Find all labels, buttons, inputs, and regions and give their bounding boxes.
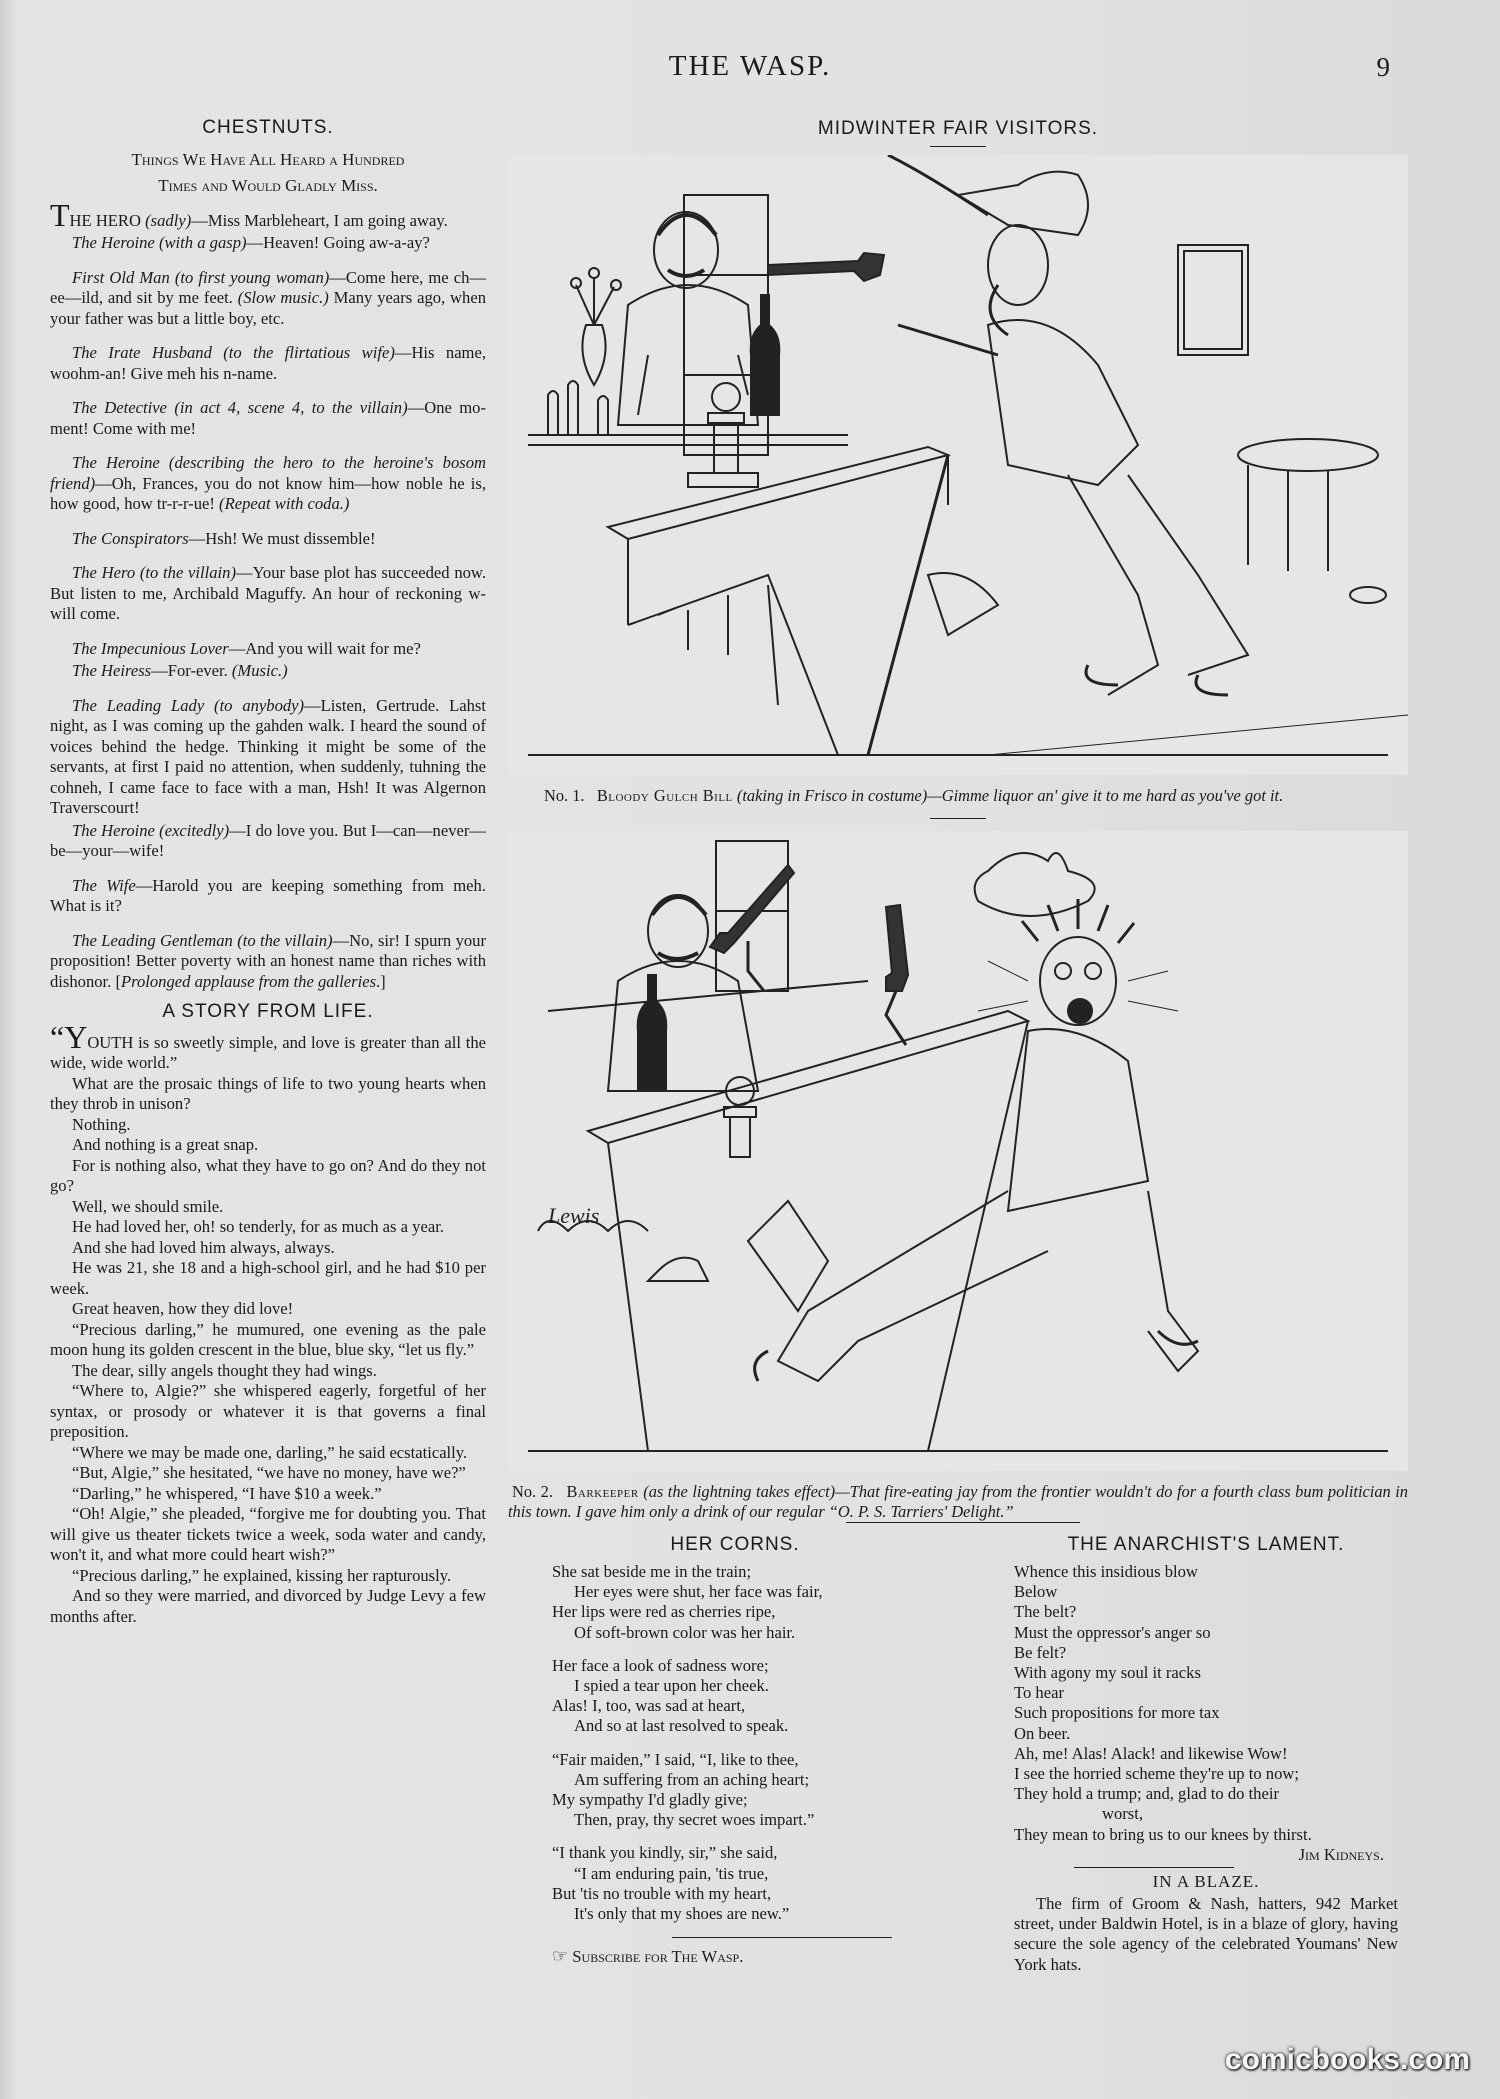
story-paragraph: For is nothing also, what they have to go on? And do they not go? bbox=[50, 1155, 486, 1195]
her-corns-poem bbox=[552, 1562, 918, 1967]
caption-2: No. 2. Barkeeper (as the lightning takes effect)—That fire-eating jay from the frontier wouldn't do for a fourth class bum politician in this town. I gave him only a drink of our regular “O. P. S. Tarriers' Delight.” bbox=[508, 1482, 1408, 1521]
chestnut-entry: The Heroine (describing the hero to the heroine's bosom friend)—Oh, Frances, you do not know him—how noble he is, how good, how tr-r-r-ue! (Repeat with coda.) bbox=[50, 453, 486, 513]
anarchist-column bbox=[1014, 1534, 1398, 1975]
story-paragraph: Well, we should smile. bbox=[72, 1196, 224, 1216]
section-rule bbox=[846, 1522, 1080, 1523]
chestnut-entry: First Old Man (to first young woman)—Come here, me ch—ee—ild, and sit by me feet. (Slow music.) Many years ago, when your father was but a little boy, etc. bbox=[50, 267, 487, 328]
left-column bbox=[50, 118, 486, 1627]
story-paragraph: “Precious darling,” he explained, kissing her rapturously. bbox=[72, 1565, 452, 1585]
story-paragraph: “Darling,” he whispered, “I have $10 a week.” bbox=[72, 1483, 382, 1503]
story-body bbox=[50, 1018, 486, 1628]
chestnut-entry: The Heroine (with a gasp)—Heaven! Going aw-a-ay? bbox=[72, 233, 430, 252]
subscribe-notice: ☞ Subscribe for The Wasp. bbox=[552, 1946, 744, 1967]
chestnuts-title: CHESTNUTS. bbox=[202, 117, 334, 138]
her-corns-column bbox=[552, 1534, 918, 1967]
poem-stanza: Her face a look of sadness wore; I spied a tear upon her cheek. Alas! I, too, was sad at heart, And so at last resolved to speak. bbox=[552, 1655, 789, 1736]
chestnut-entry: The Conspirators—Hsh! We must dissemble! bbox=[72, 528, 376, 548]
page-number: 9 bbox=[1376, 52, 1390, 82]
chestnut-entry: The Hero (to the villain)—Your base plot has succeeded now. But listen to me, Archibald Maguffy. An hour of reckoning w-will come. bbox=[50, 563, 486, 623]
chestnut-entry: The Detective (in act 4, scene 4, to the villain)—One mo-ment! Come with me! bbox=[50, 398, 486, 438]
caption-1: No. 1. Bloody Gulch Bill (taking in Frisco in costume)—Gimme liquor an' give it to me hard as you've got it. bbox=[544, 786, 1284, 805]
story-paragraph: “Where we may be made one, darling,” he said ecstatically. bbox=[72, 1442, 468, 1462]
story-paragraph: “Where to, Algie?” she whispered eagerly, forgetful of her syntax, or prosody or whatever it is that governs a final preposition. bbox=[50, 1381, 486, 1441]
anarchist-title: THE ANARCHIST'S LAMENT. bbox=[1067, 1534, 1345, 1555]
anarchist-poem: Whence this insidious blow Below The belt? Must the oppressor's anger so Be felt? With agony my soul it racks To hear Such propositions for more tax On beer. Ah, me! Alas! Alack! and likewise Wow! I see the horried scheme they're up to now; They hold a trump; and, glad to do their worst, They mean to bring us to our knees by thirst. Jim Kidneys. bbox=[1014, 1562, 1398, 1865]
story-paragraph: “Precious darling,” he mumured, one evening as the pale moon hung its golden crescent in the blue, blue sky, “let us fly.” bbox=[50, 1319, 486, 1359]
visitors-title: MIDWINTER FAIR VISITORS. bbox=[817, 118, 1099, 139]
her-corns-title: HER CORNS. bbox=[670, 1534, 800, 1555]
story-paragraph: Nothing. bbox=[72, 1114, 131, 1134]
blaze-text: The firm of Groom & Nash, hatters, 942 Market street, under Baldwin Hotel, is in a blaze of glory, having secure the sole agency of the celebrated Youmans' New York hats. bbox=[1014, 1894, 1398, 1974]
story-paragraph: And she had loved him always, always. bbox=[72, 1237, 335, 1257]
story-paragraph: “But, Algie,” she hesitated, “we have no money, have we?” bbox=[72, 1463, 466, 1482]
chestnuts-subtitle-1: Things We Have All Heard a Hundred bbox=[131, 149, 405, 169]
chestnut-entry: The Impecunious Lover—And you will wait for me? bbox=[72, 638, 421, 658]
poem-stanza: “Fair maiden,” I said, “I, like to thee, Am suffering from an aching heart; My sympathy I'd gladly give; Then, pray, thy secret woes impart.” bbox=[552, 1749, 815, 1830]
cartoon-column bbox=[508, 118, 1408, 1522]
chestnut-entry: The Wife—Harold you are keeping something from meh. What is it? bbox=[50, 875, 486, 915]
story-paragraph: He was 21, she 18 and a high-school girl, and he had $10 per week. bbox=[50, 1258, 486, 1298]
chestnut-entry: The Heiress—For-ever. (Music.) bbox=[72, 661, 288, 680]
title-rule bbox=[930, 146, 986, 147]
artist-signature: Lewis bbox=[548, 1203, 600, 1228]
story-paragraph: What are the prosaic things of life to two young hearts when they throb in unison? bbox=[50, 1073, 486, 1113]
poem-stanza: “I thank you kindly, sir,” she said, “I am enduring pain, 'tis true, But 'tis no trouble with my heart, It's only that my shoes are new.” bbox=[552, 1843, 790, 1924]
story-paragraph: Great heaven, how they did love! bbox=[72, 1299, 294, 1318]
chestnuts-subtitle-2: Times and Would Gladly Miss. bbox=[158, 175, 378, 195]
watermark: comicbooks.com bbox=[1224, 2043, 1470, 2076]
story-paragraph: He had loved her, oh! so tenderly, for as much as a year. bbox=[72, 1217, 444, 1236]
poem-rule bbox=[672, 1937, 892, 1938]
story-paragraph: “YOUTH is so sweetly simple, and love is greater than all the wide, wide world.” bbox=[50, 1018, 486, 1072]
blaze-title: IN A BLAZE. bbox=[1152, 1872, 1260, 1892]
story-paragraph: The dear, silly angels thought they had wings. bbox=[72, 1360, 377, 1380]
story-title: A STORY FROM LIFE. bbox=[162, 1001, 374, 1022]
chestnut-entry: The Irate Husband (to the flirtatious wife)—His name, woohm-an! Give meh his n-name. bbox=[50, 343, 486, 383]
story-paragraph: And so they were married, and divorced by Judge Levy a few months after. bbox=[50, 1586, 486, 1626]
story-paragraph: And nothing is a great snap. bbox=[72, 1135, 259, 1154]
poem-stanza: She sat beside me in the train; Her eyes were shut, her face was fair, Her lips were red as cherries ripe, Of soft-brown color was her hair. bbox=[552, 1562, 823, 1642]
masthead: THE WASP. bbox=[668, 50, 832, 82]
blaze-rule bbox=[1074, 1867, 1234, 1868]
chestnut-entry: The Heroine (excitedly)—I do love you. But I—can—never—be—your—wife! bbox=[50, 820, 486, 860]
chestnut-entry: The Leading Lady (to anybody)—Listen, Gertrude. Lahst night, as I was coming up the gahden walk. I heard the sound of voices behind the hedge. Thinking it might be some of the servants, at first I paid no attention, when suddenly, tuhning the cohneh, I came face to face with a man, Hsh! It was Algernon Traverscourt! bbox=[50, 695, 486, 817]
cartoon-illustration-2 bbox=[508, 831, 1408, 1471]
poem-signature: Jim Kidneys. bbox=[1298, 1844, 1384, 1864]
chestnut-entry: The Leading Gentleman (to the villain)—No, sir! I spurn your proposition! Better poverty with an honest name than riches with dishonor. [Prolonged applause from the galleries.] bbox=[50, 930, 486, 991]
pointing-hand-icon: ☞ bbox=[552, 1946, 569, 1967]
story-paragraph: “Oh! Algie,” she pleaded, “forgive me for doubting you. That will give us theater tickets twice a week, soda water and candy, won't it, and what more could heart wish?” bbox=[50, 1504, 486, 1564]
cartoon-illustration-1 bbox=[508, 155, 1408, 775]
chestnut-entry: THE HERO (sadly)—Miss Marbleheart, I am going away. bbox=[50, 196, 448, 233]
caption-rule bbox=[930, 818, 986, 819]
